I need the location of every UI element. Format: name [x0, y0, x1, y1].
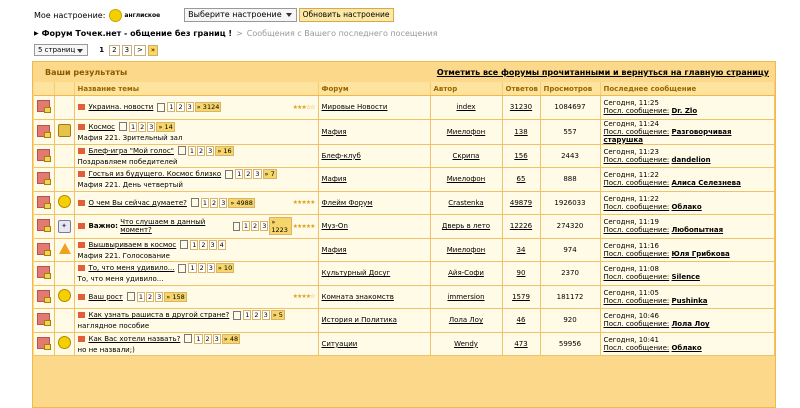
topic-page-link[interactable]: 3 — [149, 122, 154, 131]
last-date: Сегодня, 11:22 — [603, 194, 659, 203]
topic-title[interactable]: Вышвыриваем в космос — [88, 240, 177, 249]
topic-page-link[interactable]: » 4988 — [230, 198, 253, 207]
col-author: Автор — [430, 82, 502, 96]
topic-page-link[interactable]: » 10 — [217, 264, 233, 273]
topic-title[interactable]: Космос — [88, 122, 116, 131]
last-post-author[interactable]: Юля Грибкова — [671, 249, 730, 258]
topic-page-link[interactable]: 1 — [245, 311, 250, 320]
mood-label: Мое настроение: — [34, 10, 106, 20]
topic-replies[interactable]: 46 — [516, 316, 526, 325]
last-post-author[interactable]: Silence — [671, 273, 700, 282]
topic-page-link[interactable]: 1 — [202, 198, 208, 207]
pages-icon — [119, 122, 127, 131]
mood-select[interactable]: Выберите настроение — [184, 8, 297, 22]
topic-rating: ★★★☆☆ — [292, 103, 315, 111]
topic-desc: Мафия 221. Голосование — [77, 251, 170, 260]
topic-prefix: Важно: — [88, 222, 118, 231]
col-replies: Ответов — [502, 82, 540, 96]
topic-page-link[interactable]: » 7 — [264, 170, 275, 179]
mark-all-read-link[interactable]: Отметить все форумы прочитанными и вернуться на главную страницу — [436, 67, 769, 77]
table-row — [34, 285, 774, 309]
pages-icon — [233, 311, 241, 320]
topic-page-link[interactable]: 4 — [219, 240, 224, 249]
topic-new-icon[interactable] — [37, 100, 50, 112]
topic-page-link[interactable]: 2 — [254, 311, 259, 320]
last-post-author[interactable]: Лола Лоу — [671, 320, 710, 329]
topic-folder-icon — [78, 200, 85, 206]
topic-page-link[interactable]: 1 — [189, 146, 195, 155]
last-post-link[interactable]: Посл. сообщение: — [603, 249, 670, 258]
results-table — [34, 82, 775, 356]
topic-page-link[interactable]: 3 — [214, 334, 219, 343]
last-post-link[interactable]: Посл. сообщение: — [603, 179, 670, 188]
topic-page-link[interactable]: » 3124 — [196, 103, 220, 112]
page-2[interactable]: 2 — [109, 45, 119, 56]
last-post-link[interactable]: Посл. сообщение: — [603, 296, 670, 305]
topic-desc: Мафия 221. День четвертый — [77, 181, 183, 190]
topic-new-icon[interactable] — [37, 266, 50, 278]
topic-warn-icon — [59, 243, 70, 254]
pages-icon — [184, 334, 192, 343]
topic-forum[interactable]: Блеф-клуб — [321, 151, 361, 160]
topic-folder-icon — [78, 124, 85, 130]
topic-page-link[interactable]: 2 — [201, 240, 206, 249]
topic-page-link[interactable]: 1 — [138, 292, 144, 301]
update-mood-button[interactable]: Обновить настроение — [299, 8, 394, 22]
topic-author[interactable]: immersion — [447, 292, 485, 301]
table-row — [34, 332, 774, 356]
topic-page-link[interactable]: 3 — [255, 170, 260, 179]
topic-title[interactable]: Блеф-игра "Мой голос" — [88, 146, 174, 155]
topic-views: 2370 — [561, 269, 579, 278]
topic-title[interactable]: Что слушаем в данный момент? — [120, 218, 206, 235]
pages-icon — [233, 222, 240, 231]
topic-page-link[interactable]: 3 — [187, 103, 192, 112]
topic-page-link[interactable]: » 158 — [166, 292, 185, 301]
last-date: Сегодня, 11:08 — [603, 265, 659, 274]
topic-author[interactable]: Crastenka — [448, 198, 484, 207]
page-1[interactable]: 1 — [96, 45, 107, 56]
last-date: Сегодня, 11:22 — [603, 171, 659, 180]
topic-author[interactable]: Миелофон — [446, 245, 486, 254]
last-date: Сегодня, 11:25 — [603, 99, 659, 108]
topic-folder-icon — [78, 223, 85, 229]
topic-replies[interactable]: 138 — [514, 127, 528, 136]
topic-page-link[interactable]: 1 — [169, 103, 174, 112]
topic-page-link[interactable]: 2 — [178, 103, 183, 112]
topic-page-link[interactable]: 1 — [243, 222, 249, 231]
topic-desc: но не назвали;) — [77, 345, 135, 354]
last-date: Сегодня, 11:19 — [603, 218, 659, 227]
topic-folder-icon — [78, 336, 85, 342]
topic-title[interactable]: О чем Вы сейчас думаете? — [88, 198, 187, 207]
table-row — [34, 262, 774, 286]
last-post-author[interactable]: Облако — [671, 343, 702, 352]
topic-page-link[interactable]: » 16 — [217, 146, 232, 155]
page-3[interactable]: 3 — [122, 45, 132, 56]
topic-author[interactable]: Wendy — [454, 339, 478, 348]
mood-current: англиское — [124, 11, 161, 19]
topic-rating: ★★★★★ — [292, 199, 315, 207]
topic-smile-icon — [58, 336, 71, 349]
last-post-link[interactable]: Посл. сообщение: — [603, 202, 670, 211]
topic-page-link[interactable]: 3 — [208, 264, 213, 273]
breadcrumb — [34, 29, 438, 38]
topic-page-link[interactable]: 1 — [192, 240, 197, 249]
last-post-link[interactable]: Посл. сообщение: — [603, 320, 670, 329]
last-date: Сегодня, 10:46 — [603, 312, 659, 321]
topic-page-link[interactable]: 2 — [148, 292, 153, 301]
topic-forum[interactable]: Культурный Досуг — [321, 269, 391, 278]
pages-icon — [191, 198, 199, 207]
topic-views: 274320 — [556, 222, 584, 231]
topic-replies[interactable]: 1579 — [512, 292, 530, 301]
table-row — [34, 309, 774, 333]
topic-new-icon[interactable] — [37, 219, 50, 231]
col-last: Последнее сообщение — [600, 82, 774, 96]
col-views: Просмотров — [540, 82, 600, 96]
topic-title[interactable]: Ваш рост — [88, 292, 123, 301]
topic-page-link[interactable]: 3 — [262, 222, 267, 231]
topic-author[interactable]: index — [456, 103, 476, 112]
topic-new-icon[interactable] — [37, 313, 50, 325]
topic-views: 974 — [563, 245, 577, 254]
topic-title[interactable]: Гостья из будущего. Космос близко — [88, 170, 222, 179]
table-row — [34, 144, 774, 168]
topic-replies[interactable]: 90 — [516, 269, 526, 278]
topic-lock-icon — [58, 124, 71, 137]
topic-author[interactable]: Лола Лоу — [448, 316, 484, 325]
topic-replies[interactable]: 34 — [516, 245, 526, 254]
pages-icon — [225, 170, 233, 179]
pages-icon — [178, 264, 186, 273]
topic-folder-icon — [78, 294, 85, 300]
last-post-author[interactable]: Pushinka — [671, 296, 708, 305]
last-date: Сегодня, 11:24 — [603, 119, 659, 128]
last-post-author[interactable]: Алиса Селезнева — [671, 179, 741, 188]
topic-replies[interactable]: 49879 — [509, 198, 533, 207]
last-post-link[interactable]: Посл. сообщение: — [603, 343, 670, 352]
breadcrumb-forum[interactable]: Форум Точек.нет - общение без границ ! — [41, 29, 233, 38]
topic-page-link[interactable]: » 48 — [223, 334, 239, 343]
topic-views: 2443 — [561, 151, 579, 160]
last-post-link[interactable]: Посл. сообщение: — [603, 273, 670, 282]
topic-forum[interactable]: Ситуации — [321, 339, 358, 348]
pages-icon — [178, 146, 186, 155]
topic-views: 181172 — [556, 292, 584, 301]
last-post-author[interactable]: dandelion — [671, 155, 711, 164]
topic-forum[interactable]: Мафия — [321, 245, 347, 254]
topic-replies[interactable]: 65 — [516, 175, 526, 184]
topic-smile-icon — [58, 289, 71, 302]
topic-page-link[interactable]: » 5 — [272, 311, 283, 320]
topic-views: 888 — [563, 175, 577, 184]
topic-views: 59956 — [558, 339, 582, 348]
topic-replies[interactable]: 473 — [514, 339, 528, 348]
mood-smile-icon — [109, 9, 122, 22]
topic-page-link[interactable]: 2 — [140, 122, 145, 131]
topic-folder-icon — [78, 104, 85, 110]
topic-page-link[interactable]: 2 — [205, 334, 210, 343]
topic-folder-icon — [78, 312, 85, 318]
topic-desc: наглядное пособие — [77, 322, 150, 331]
table-row — [34, 238, 774, 262]
topic-author[interactable]: Миелофон — [446, 127, 486, 136]
last-date: Сегодня, 11:23 — [603, 147, 659, 156]
topic-page-link[interactable]: » 1223 — [269, 217, 291, 235]
last-post-author[interactable]: Любопытная — [671, 226, 724, 235]
table-row — [34, 168, 774, 192]
topic-new-icon[interactable] — [37, 337, 50, 349]
topic-views: 920 — [563, 316, 577, 325]
topic-page-link[interactable]: 1 — [131, 122, 136, 131]
topic-page-link[interactable]: 2 — [199, 146, 204, 155]
topic-new-icon[interactable] — [37, 196, 50, 208]
page-next[interactable]: > — [134, 45, 146, 56]
topic-new-icon[interactable] — [37, 149, 50, 161]
topic-new-icon[interactable] — [37, 243, 50, 255]
breadcrumb-arrow-icon: ▶ — [34, 30, 39, 37]
topic-new-icon[interactable] — [37, 125, 50, 137]
topic-folder-icon — [78, 242, 85, 248]
pages-icon — [180, 240, 188, 249]
topic-author[interactable]: Миелофон — [446, 175, 486, 184]
col-forum: Форум — [318, 82, 430, 96]
topic-views: 1926033 — [554, 198, 586, 207]
topic-rating: ★★★★☆ — [292, 293, 315, 301]
topic-forum[interactable]: Муз-On — [321, 222, 348, 231]
mood-bar — [34, 8, 394, 22]
topic-replies[interactable]: 156 — [514, 151, 528, 160]
topic-new-icon[interactable] — [37, 172, 50, 184]
topic-pin-icon: ✦ — [58, 220, 71, 233]
topic-forum[interactable]: Мировые Новости — [321, 103, 388, 112]
topic-desc: Поздравляем победителей — [77, 157, 178, 166]
page-last[interactable]: » — [148, 45, 158, 56]
topic-page-link[interactable]: 2 — [212, 198, 217, 207]
topic-author[interactable]: Скрипа — [452, 151, 480, 160]
topic-forum[interactable]: Флейм Форум — [321, 198, 373, 207]
last-post-link[interactable]: Посл. сообщение: — [603, 127, 670, 136]
pages-select[interactable]: 5 страниц — [34, 44, 88, 56]
pagination — [34, 44, 160, 56]
topic-page-link[interactable]: 3 — [263, 311, 268, 320]
topic-desc: То, что меня удивило... — [77, 275, 164, 284]
last-date: Сегодня, 11:16 — [603, 241, 659, 250]
topic-page-link[interactable]: 3 — [221, 198, 226, 207]
topic-title[interactable]: Как Вас хотели назвать? — [88, 334, 181, 343]
topic-folder-icon — [78, 265, 85, 271]
topic-rating: ★★★★★ — [292, 222, 315, 230]
topic-page-link[interactable]: 2 — [199, 264, 204, 273]
results-panel — [32, 61, 776, 408]
topic-page-link[interactable]: 1 — [237, 170, 242, 179]
last-post-author[interactable]: Разговорчивая старушка — [603, 127, 732, 144]
topic-page-link[interactable]: 3 — [208, 146, 213, 155]
breadcrumb-sep: > — [236, 29, 243, 38]
last-post-author[interactable]: Облако — [671, 202, 702, 211]
topic-title[interactable]: То, что меня удивило... — [88, 264, 175, 273]
table-row — [34, 215, 774, 239]
table-row — [34, 96, 774, 120]
topic-forum[interactable]: Мафия — [321, 127, 347, 136]
topic-replies[interactable]: 12226 — [509, 222, 533, 231]
topic-page-link[interactable]: 2 — [253, 222, 258, 231]
topic-page-link[interactable]: 3 — [157, 292, 162, 301]
topic-forum[interactable]: Мафия — [321, 175, 347, 184]
topic-page-link[interactable]: 1 — [190, 264, 195, 273]
topic-views: 557 — [563, 127, 577, 136]
topic-smile-icon — [58, 195, 71, 208]
topic-forum[interactable]: История и Политика — [321, 316, 397, 325]
topic-replies[interactable]: 31230 — [509, 103, 533, 112]
topic-title[interactable]: Украина. новости — [88, 103, 154, 112]
topic-author[interactable]: Айя-Софи — [448, 269, 484, 278]
breadcrumb-current: Сообщения с Вашего последнего посещения — [246, 29, 438, 38]
topic-page-link[interactable]: 2 — [246, 170, 251, 179]
topic-forum[interactable]: Комната знакомств — [321, 292, 394, 301]
table-row — [34, 191, 774, 215]
last-post-author[interactable]: Dr. Zlo — [671, 107, 698, 116]
pages-icon — [127, 292, 135, 301]
table-row — [34, 119, 774, 144]
topic-title[interactable]: Как узнать рашиста в другой стране? — [88, 311, 230, 320]
topic-page-link[interactable]: » 14 — [158, 122, 173, 131]
last-date: Сегодня, 10:41 — [603, 335, 659, 344]
topic-desc: Мафия 221. Зрительный зал — [77, 133, 183, 142]
topic-author[interactable]: Дверь в лето — [441, 222, 491, 231]
last-date: Сегодня, 11:05 — [603, 288, 659, 297]
last-post-link[interactable]: Посл. сообщение: — [603, 107, 670, 116]
last-post-link[interactable]: Посл. сообщение: — [603, 226, 670, 235]
topic-page-link[interactable]: 1 — [196, 334, 201, 343]
topic-views: 1084697 — [554, 103, 586, 112]
last-post-link[interactable]: Посл. сообщение: — [603, 155, 670, 164]
topic-folder-icon — [78, 148, 85, 154]
topic-folder-icon — [78, 171, 85, 177]
topic-page-link[interactable]: 3 — [210, 240, 215, 249]
pages-icon — [157, 103, 165, 112]
col-topic: Название темы — [74, 82, 318, 96]
topic-new-icon[interactable] — [37, 290, 50, 302]
panel-title: Ваши результаты — [45, 67, 128, 77]
